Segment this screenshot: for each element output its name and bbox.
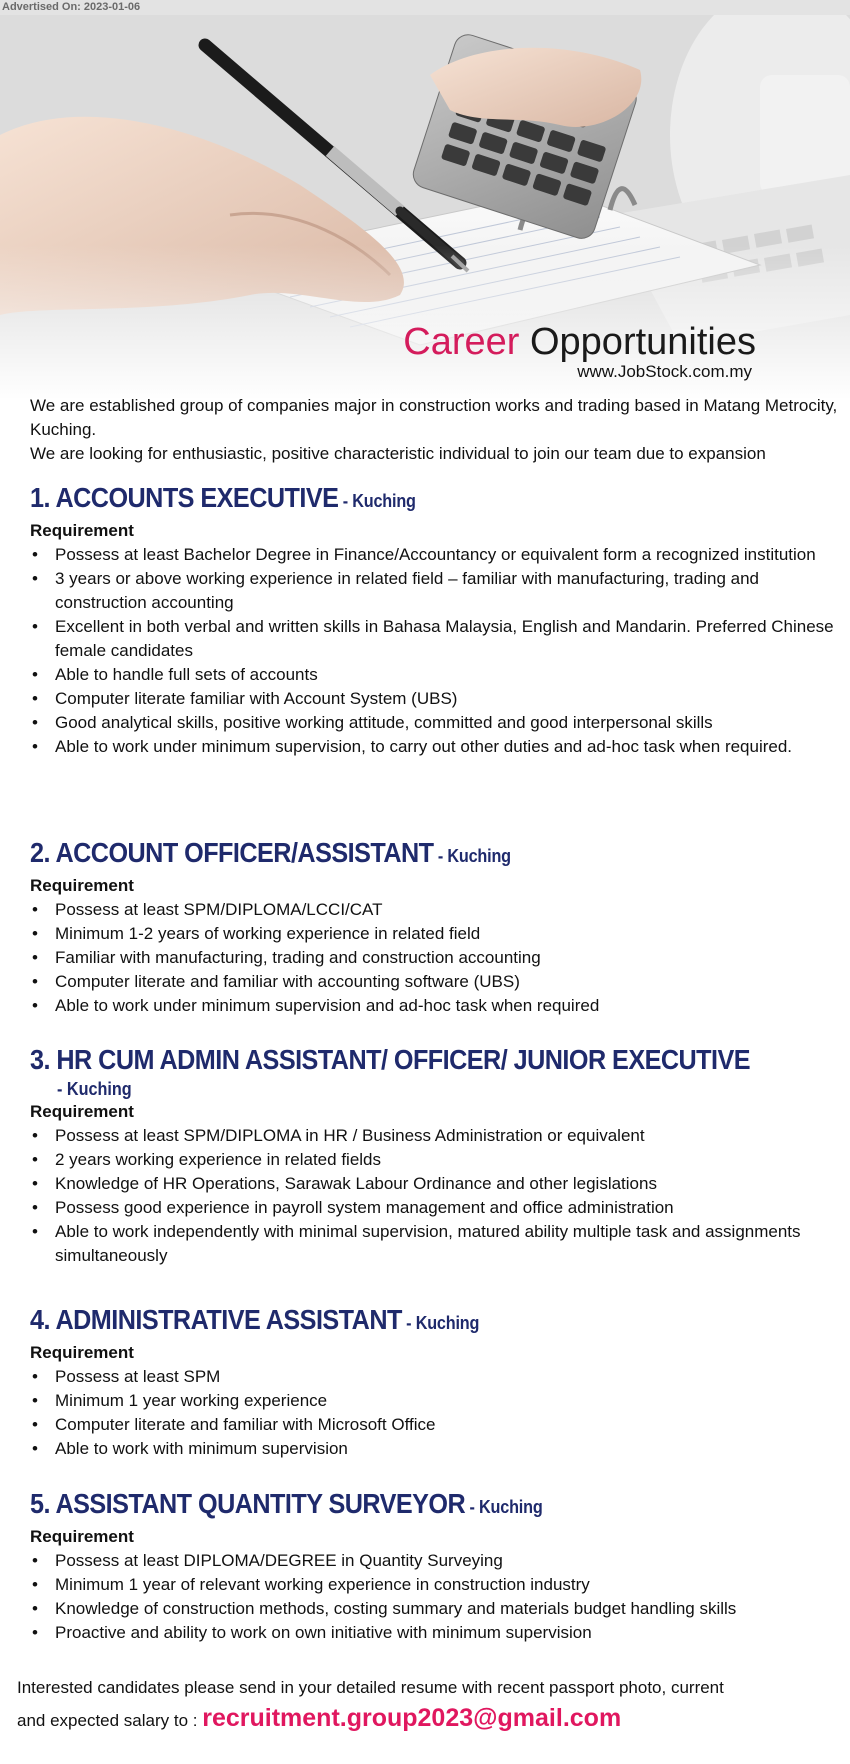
job-section-2 [30, 835, 840, 1018]
website-url: www.JobStock.com.my [577, 362, 752, 381]
requirement-item: • Able to work under minimum supervision and ad-hoc task when required [30, 994, 840, 1018]
job-title [30, 1042, 759, 1078]
requirement-list [30, 1549, 840, 1645]
requirement-item: • Possess at least SPM/DIPLOMA in HR / Business Administration or equivalent [30, 1124, 840, 1148]
requirement-label: Requirement [30, 1343, 134, 1362]
advertised-date: Advertised On: 2023-01-06 [2, 1, 141, 13]
job-title-text: 3. HR CUM ADMIN ASSISTANT/ OFFICER/ JUNIOR EXECUTIVE [30, 1044, 751, 1075]
requirement-item: • Possess at least SPM [30, 1365, 840, 1389]
requirement-item: • Excellent in both verbal and written skills in Bahasa Malaysia, English and Mandarin. Preferred Chinese female candidates [30, 615, 840, 663]
requirement-list [30, 543, 840, 759]
job-location: - Kuching [465, 1497, 543, 1517]
opportunities-word: Opportunities [529, 321, 756, 363]
requirement-item: • Familiar with manufacturing, trading and construction accounting [30, 946, 840, 970]
requirement-item: • Able to work with minimum supervision [30, 1437, 840, 1461]
footer-line-2-prefix: and expected salary to : [17, 1711, 203, 1730]
job-title [30, 480, 759, 519]
requirement-item: • Computer literate familiar with Account System (UBS) [30, 687, 840, 711]
requirement-item: • Minimum 1 year of relevant working experience in construction industry [30, 1573, 840, 1597]
job-section-3 [30, 1042, 840, 1268]
application-instructions [17, 1676, 837, 1733]
footer-line-1: Interested candidates please send in your detailed resume with recent passport photo, current [17, 1678, 724, 1697]
job-location: - Kuching [401, 1313, 480, 1333]
career-word: Career [403, 321, 520, 363]
requirement-label: Requirement [30, 1102, 134, 1121]
job-title [30, 1486, 759, 1525]
requirement-label: Requirement [30, 521, 134, 540]
contact-email-link[interactable]: recruitment.group2023@gmail.com [202, 1704, 622, 1732]
job-title-text: 2. ACCOUNT OFFICER/ASSISTANT [30, 837, 434, 868]
requirement-item: • Possess good experience in payroll system management and office administration [30, 1196, 840, 1220]
requirement-item: • Possess at least DIPLOMA/DEGREE in Quantity Surveying [30, 1549, 840, 1573]
job-section-4 [30, 1302, 840, 1461]
advertised-date-bar [0, 0, 850, 15]
job-title-text: 5. ASSISTANT QUANTITY SURVEYOR [30, 1488, 466, 1519]
job-location: - Kuching [433, 846, 511, 866]
intro-line-2: We are looking for enthusiastic, positive characteristic individual to join our team due to expansion [30, 444, 766, 463]
requirement-item: • Minimum 1 year working experience [30, 1389, 840, 1413]
requirement-item: • Computer literate and familiar with Microsoft Office [30, 1413, 840, 1437]
requirement-item: • Able to work independently with minimal supervision, matured ability multiple task and assignments simultaneously [30, 1220, 840, 1268]
footer-line-2 [17, 1706, 837, 1733]
requirement-item: • Knowledge of HR Operations, Sarawak Labour Ordinance and other legislations [30, 1172, 840, 1196]
requirement-item: • Able to work under minimum supervision, to carry out other duties and ad-hoc task when required. [30, 735, 840, 759]
requirement-label: Requirement [30, 1527, 134, 1546]
job-title-text: 1. ACCOUNTS EXECUTIVE [30, 482, 339, 513]
requirement-list [30, 1365, 840, 1461]
job-title-text: 4. ADMINISTRATIVE ASSISTANT [30, 1304, 402, 1335]
job-location: - Kuching [57, 1079, 132, 1099]
career-opportunities-heading [403, 320, 756, 364]
requirement-list [30, 1124, 840, 1268]
requirement-item: • 3 years or above working experience in related field – familiar with manufacturing, trading and construction accounting [30, 567, 840, 615]
requirement-item: • Good analytical skills, positive working attitude, committed and good interpersonal skills [30, 711, 840, 735]
requirement-item: • 2 years working experience in related fields [30, 1148, 840, 1172]
job-location: - Kuching [338, 491, 416, 511]
job-title [30, 1302, 759, 1341]
requirement-item: • Able to handle full sets of accounts [30, 663, 840, 687]
intro-line-1: We are established group of companies major in construction works and trading based in Matang Metrocity, Kuching. [30, 396, 838, 439]
requirement-label: Requirement [30, 876, 134, 895]
requirement-item: • Minimum 1-2 years of working experience in related field [30, 922, 840, 946]
job-title [30, 835, 759, 874]
requirement-item: • Possess at least SPM/DIPLOMA/LCCI/CAT [30, 898, 840, 922]
requirement-list [30, 898, 840, 1018]
job-section-5 [30, 1486, 840, 1645]
requirement-item: • Proactive and ability to work on own initiative with minimum supervision [30, 1621, 840, 1645]
job-section-1 [30, 480, 840, 759]
requirement-item: • Knowledge of construction methods, costing summary and materials budget handling skills [30, 1597, 840, 1621]
requirement-item: • Computer literate and familiar with accounting software (UBS) [30, 970, 840, 994]
requirement-item: • Possess at least Bachelor Degree in Finance/Accountancy or equivalent form a recognized institution [30, 543, 840, 567]
company-intro [30, 394, 840, 466]
